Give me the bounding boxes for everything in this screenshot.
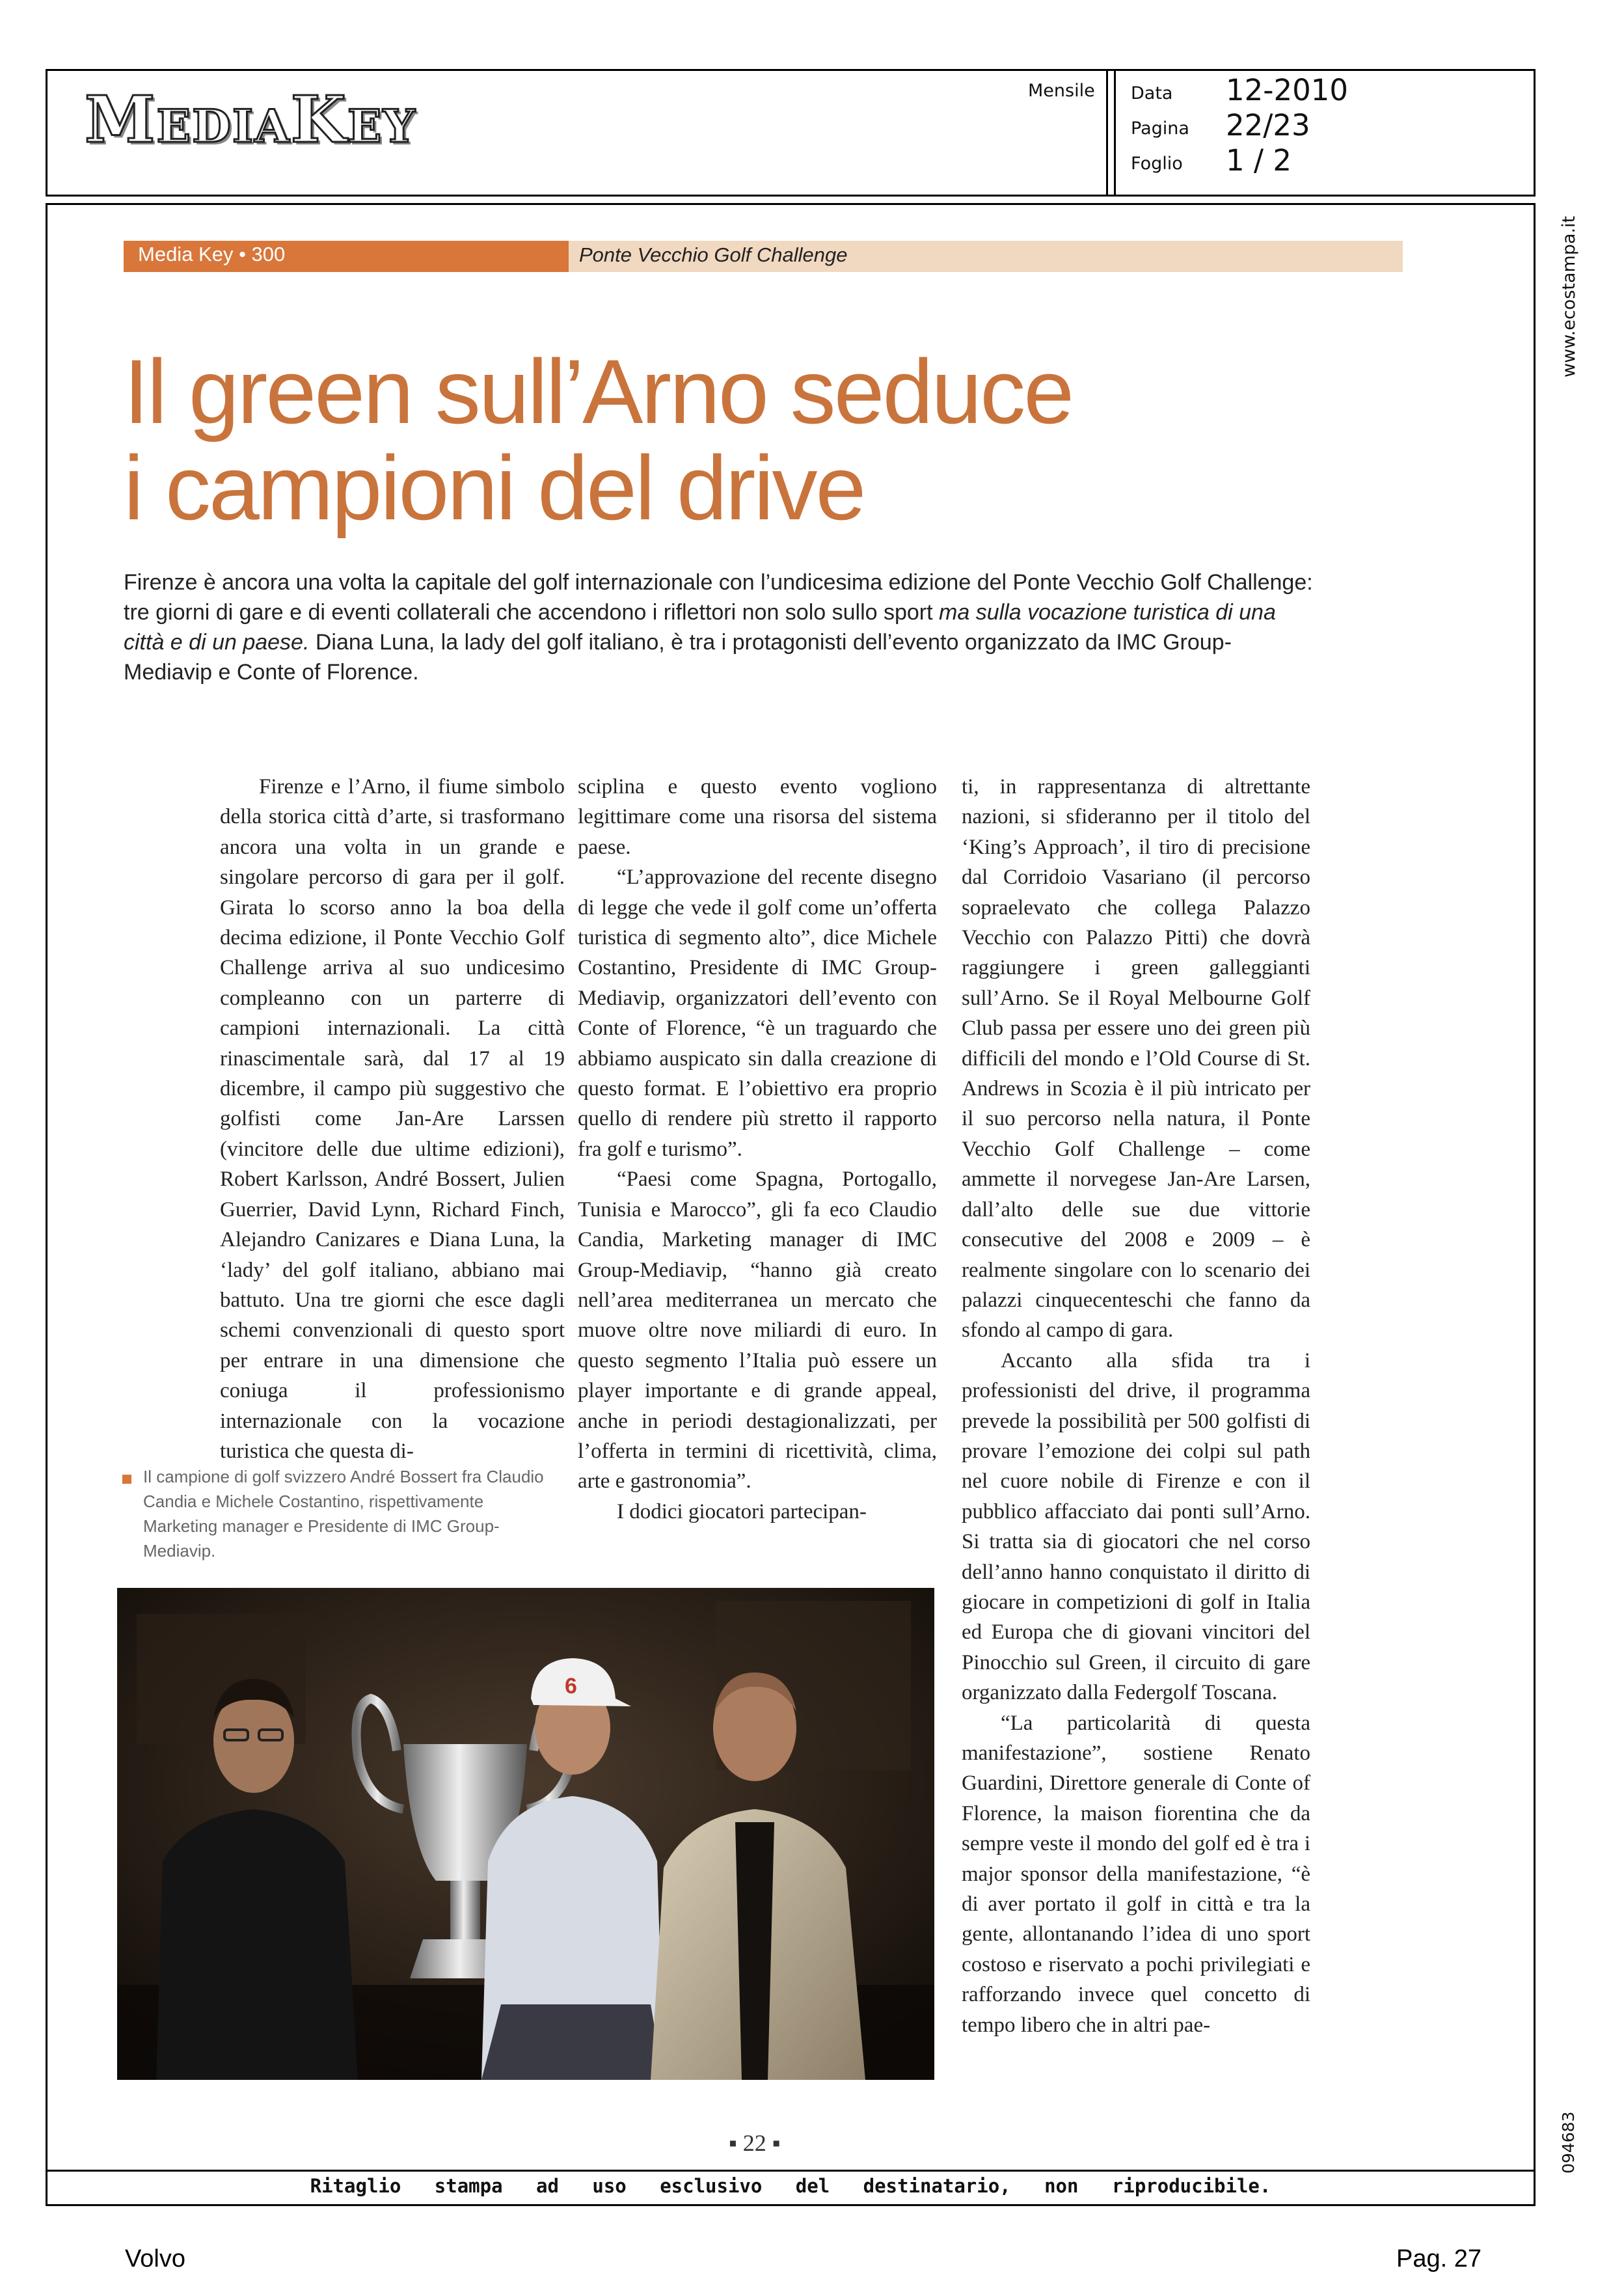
body-column-2 [578, 772, 937, 1527]
photo-illustration [117, 1588, 934, 2080]
body-paragraph: sciplina e questo evento vogliono legittimare come una risorsa del sistema paese. [578, 775, 937, 859]
headline [124, 340, 1073, 539]
header-divider [1114, 69, 1116, 197]
body-column-3 [962, 772, 1310, 2040]
headline-line-2: i campioni del drive [124, 437, 865, 539]
body-paragraph: I dodici giocatori partecipan- [617, 1499, 867, 1523]
body-paragraph: “L’approvazione del recente disegno di legge che vede il golf come un’offerta turistica di segmento alto”, dice Michele Costantino, Presidente di IMC Group-Mediavip, organizzatori dell’evento con Conte of Florence, “è un traguardo che abbiamo auspicato sin dalla creazione di questo format. E l’obiettivo era proprio quello di rendere più stretto il rapporto fra golf e turismo”. [578, 866, 937, 1161]
lead-part-3: Diana Luna, la lady del golf italiano, è tra i protagonisti dell’evento organizzato da IMC Group-Mediavip e Conte of Florence. [124, 630, 1232, 685]
lead-paragraph [124, 567, 1314, 687]
pagina-value: 22/23 [1226, 108, 1310, 143]
body-paragraph: Firenze e l’Arno, il fiume simbolo della storica città d’arte, si trasformano ancora una volta in un grande e singolare percorso di gara per il golf. Girata lo scorso anno la boa della decima edizione, il Ponte Vecchio Golf Challenge arriva al suo undicesimo compleanno con un parterre di campioni internazionali. La città rinascimentale sarà, dal 17 al 19 dicembre, il campo più suggestivo che golfisti come Jan-Are Larssen (vincitore delle due ultime edizioni), Robert Karlsson, André Bossert, Julien Guerrier, David Lynn, Richard Finch, Alejandro Canizares e Diana Luna, la ‘lady’ del golf italiano, abbiano mai battuto. Una tre giorni che esce dagli schemi convenzionali di questo sport per entrare in una dimensione che coniuga il professionismo internazionale con la vocazione turistica che questa di- [220, 775, 565, 1463]
copyright-notice: Ritaglio stampa ad uso esclusivo del destinatario, non riproducibile. [310, 2175, 1271, 2197]
frequency-label: Mensile [1028, 81, 1095, 101]
headline-line-1: Il green sull’Arno seduce [124, 340, 1073, 443]
body-paragraph: Accanto alla sfida tra i professionisti del drive, il programma prevede la possibilità per 500 golfisti di provare l’emozione dei colpi sul path nel cuore nobile di Firenze e con il pubblico affacciato dai ponti sull’Arno. Si tratta sia di giocatori che nel corso dell’anno hanno conquistato il diritto di giocare in competizioni di golf in Italia ed Europa che di giovani vincitori del Pinocchio sul Green, il circuito di gare organizzato dalla Federgolf Toscana. [962, 1348, 1310, 1705]
side-url: www.ecostampa.it [1559, 215, 1579, 377]
section-title: Ponte Vecchio Golf Challenge [579, 243, 848, 266]
body-column-1 [220, 772, 565, 1466]
article-photo [117, 1588, 934, 2080]
body-paragraph: “La particolarità di questa manifestazione”, sostiene Renato Guardini, Direttore generale di Conte of Florence, la maison fiorentina che da sempre veste il mondo del golf ed è tra i major sponsor della manifestazione, “è di aver portato il golf in città e tra la gente, allontanando l’idea di uno sport costoso e riservato a pochi privilegiati e rafforzando invece quel concetto di tempo libero che in altri pae- [962, 1711, 1310, 2037]
page-number: ▪ 22 ▪ [729, 2130, 781, 2156]
data-label: Data [1131, 83, 1173, 103]
foglio-value: 1 / 2 [1226, 143, 1292, 178]
publication-logo: MediaKey [85, 83, 416, 157]
client-name: Volvo [125, 2245, 185, 2272]
clipping-page-number: Pag. 27 [1396, 2245, 1482, 2272]
body-paragraph: “Paesi come Spagna, Portogallo, Tunisia e Marocco”, gli fa eco Claudio Candia, Marketing manager di IMC Group-Mediavip, “hanno già creato nell’area mediterranea un mercato che muove oltre nove miliardi di euro. In questo segmento l’Italia può essere un player importante e di grande appeal, anche in periodi destagionalizzati, per l’offerta in termini di ricettività, clima, arte e gastronomia”. [578, 1167, 937, 1494]
section-label: Media Key • 300 [138, 243, 286, 266]
lead-part-2: ma sulla vocazione turistica di una città e di un paese. [124, 600, 1276, 655]
footer-rule [47, 2170, 1534, 2172]
side-code: 094683 [1559, 2111, 1578, 2174]
foglio-label: Foglio [1131, 154, 1183, 174]
body-paragraph: ti, in rappresentanza di altrettante nazioni, si sfideranno per il titolo del ‘King’s Approach’, il tiro di precisione dal Corridoio Vasariano (il percorso sopraelevato che collega Palazzo Vecchio con Palazzo Pitti) che dovrà raggiungere i green galleggianti sull’Arno. Se il Royal Melbourne Golf Club passa per essere uno dei green più difficili del mondo e l’Old Course di St. Andrews in Scozia è il più intricato per il suo percorso nella natura, il Ponte Vecchio Golf Challenge – come ammette il norvegese Jan-Are Larsen, dall’alto delle sue due vittorie consecutive del 2008 e 2009 – è realmente singolare con lo scenario dei palazzi cinquecenteschi che fanno da sfondo al campo di gara. [962, 775, 1310, 1343]
pagina-label: Pagina [1131, 118, 1189, 139]
header-divider [1106, 69, 1108, 197]
photo-caption: Il campione di golf svizzero André Bossert fra Claudio Candia e Michele Costantino, rispettivamente Marketing manager e Presidente di IMC Group-Mediavip. [143, 1467, 544, 1561]
data-value: 12-2010 [1226, 73, 1349, 107]
lead-part-1: Firenze è ancora una volta la capitale del golf internazionale con l’undicesima edizione del Ponte Vecchio Golf Challenge: tre giorni di gare e di eventi collaterali che accendono i riflettori non solo sullo sport [124, 570, 1313, 625]
caption-bullet-icon [122, 1475, 131, 1484]
cap-logo: 6 [565, 1674, 577, 1699]
